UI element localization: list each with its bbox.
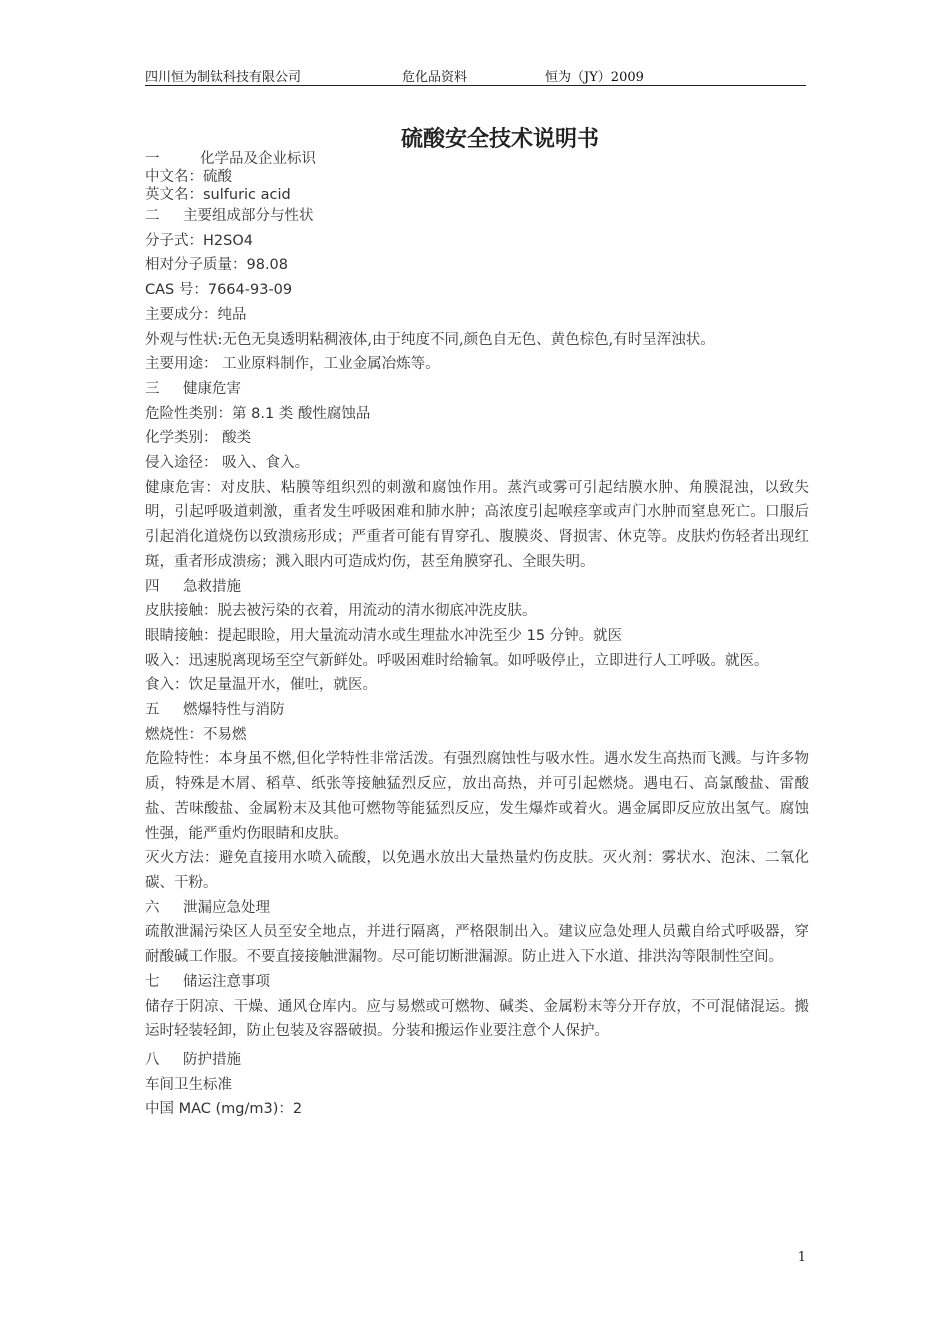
cas-line: CAS 号：7664-93-09	[145, 282, 293, 299]
formula-line: 分子式：H2SO4	[145, 232, 253, 249]
component-line: 主要成分：纯品	[145, 306, 247, 323]
appearance-line: 外观与性状:无色无臭透明粘稠液体,由于纯度不同,颜色自无色、黄色棕色,有时呈浑浊状。	[145, 331, 715, 348]
ingestion-line: 食入：饮足量温开水，催吐，就医。	[145, 677, 377, 694]
flammability-line: 燃烧性：不易燃	[145, 726, 247, 743]
section-heading-6: 六 泄漏应急处理	[145, 899, 270, 916]
section-heading-1: 一 化学品及企业标识	[145, 151, 316, 167]
fire-fighting-paragraph: 灭火方法：避免直接用水喷入硫酸，以免遇水放出大量热量灼伤皮肤。灭火剂：雾状水、泡沫、二氧化碳、干粉。	[145, 850, 809, 891]
page-number: 1	[797, 1250, 806, 1265]
inhalation-paragraph: 吸入：迅速脱离现场至空气新鲜处。呼吸困难时给输氧。如呼吸停止，立即进行人工呼吸。就医。	[145, 652, 769, 669]
header-code: 恒为（JY）2009	[545, 70, 644, 85]
storage-paragraph: 储存于阴凉、干燥、通风仓库内。应与易燃或可燃物、碱类、金属粉末等分开存放，不可混储混运。搬运时轻装轻卸，防止包装及容器破损。分装和搬运作业要注意个人保护。	[145, 998, 809, 1040]
eye-contact-line: 眼睛接触：提起眼睑，用大量流动清水或生理盐水冲洗至少 15 分钟。就医	[145, 627, 623, 644]
page-title: 硫酸安全技术说明书	[400, 126, 599, 152]
skin-contact-line: 皮肤接触：脱去被污染的衣着，用流动的清水彻底冲洗皮肤。	[145, 603, 537, 620]
hazard-class-line: 危险性类别：第 8.1 类 酸性腐蚀品	[145, 405, 371, 422]
usage-line: 主要用途： 工业原料制作，工业金属冶炼等。	[145, 356, 440, 373]
section-heading-2: 二 主要组成部分与性状	[145, 208, 314, 224]
danger-paragraph: 危险特性：本身虽不燃,但化学特性非常活泼。有强烈腐蚀性与吸水性。遇水发生高热而飞溅。与许多物质，特殊是木屑、稻草、纸张等接触猛烈反应，放出高热，并可引起燃烧。遇电石、高氯酸盐、雷酸盐、苦味酸盐、金属粉末及其他可燃物等能猛烈反应，发生爆炸或着火。遇金属即反应放出氢气。腐蚀性强，能严重灼伤眼睛和皮肤。	[145, 751, 809, 842]
workshop-standard-line: 车间卫生标准	[145, 1076, 232, 1093]
cn-name-line: 中文名：硫酸	[145, 169, 232, 185]
document-body	[145, 150, 809, 1122]
section-heading-5: 五 燃爆特性与消防	[145, 702, 285, 719]
header-rule	[145, 85, 806, 86]
header-category: 危化品资料	[402, 70, 468, 85]
header-company: 四川恒为制钛科技有限公司	[145, 70, 302, 85]
chemical-class-line: 化学类别： 酸类	[145, 430, 252, 447]
health-hazard-paragraph: 健康危害：对皮肤、粘膜等组织烈的刺激和腐蚀作用。蒸汽或雾可引起结膜水肿、角膜混浊，以致失明，引起呼吸道刺激，重者发生呼吸困难和肺水肿；高浓度引起喉痉挛或声门水肿而窒息死亡。口服后引起消化道烧伤以致溃疡形成；严重者可能有胃穿孔、腹膜炎、肾损害、休克等。皮肤灼伤轻者出现红斑，重者形成溃疡；溅入眼内可造成灼伤，甚至角膜穿孔、全眼失明。	[145, 479, 809, 570]
mac-line: 中国 MAC (mg/m3)：2	[145, 1101, 303, 1118]
section-heading-4: 四 急救措施	[145, 578, 241, 595]
section-heading-8: 八 防护措施	[145, 1051, 241, 1068]
en-name-line: 英文名：sulfuric acid	[145, 187, 291, 203]
section-heading-7: 七 储运注意事项	[145, 973, 270, 990]
molecular-mass-line: 相对分子质量：98.08	[145, 257, 289, 274]
section-heading-3: 三 健康危害	[145, 380, 241, 397]
route-line: 侵入途径： 吸入、食入。	[145, 455, 310, 472]
leak-paragraph: 疏散泄漏污染区人员至安全地点，并进行隔离，严格限制出入。建议应急处理人员戴自给式呼吸器，穿耐酸碱工作服。不要直接接触泄漏物。尽可能切断泄漏源。防止进入下水道、排洪沟等限制性空间。	[145, 924, 809, 966]
